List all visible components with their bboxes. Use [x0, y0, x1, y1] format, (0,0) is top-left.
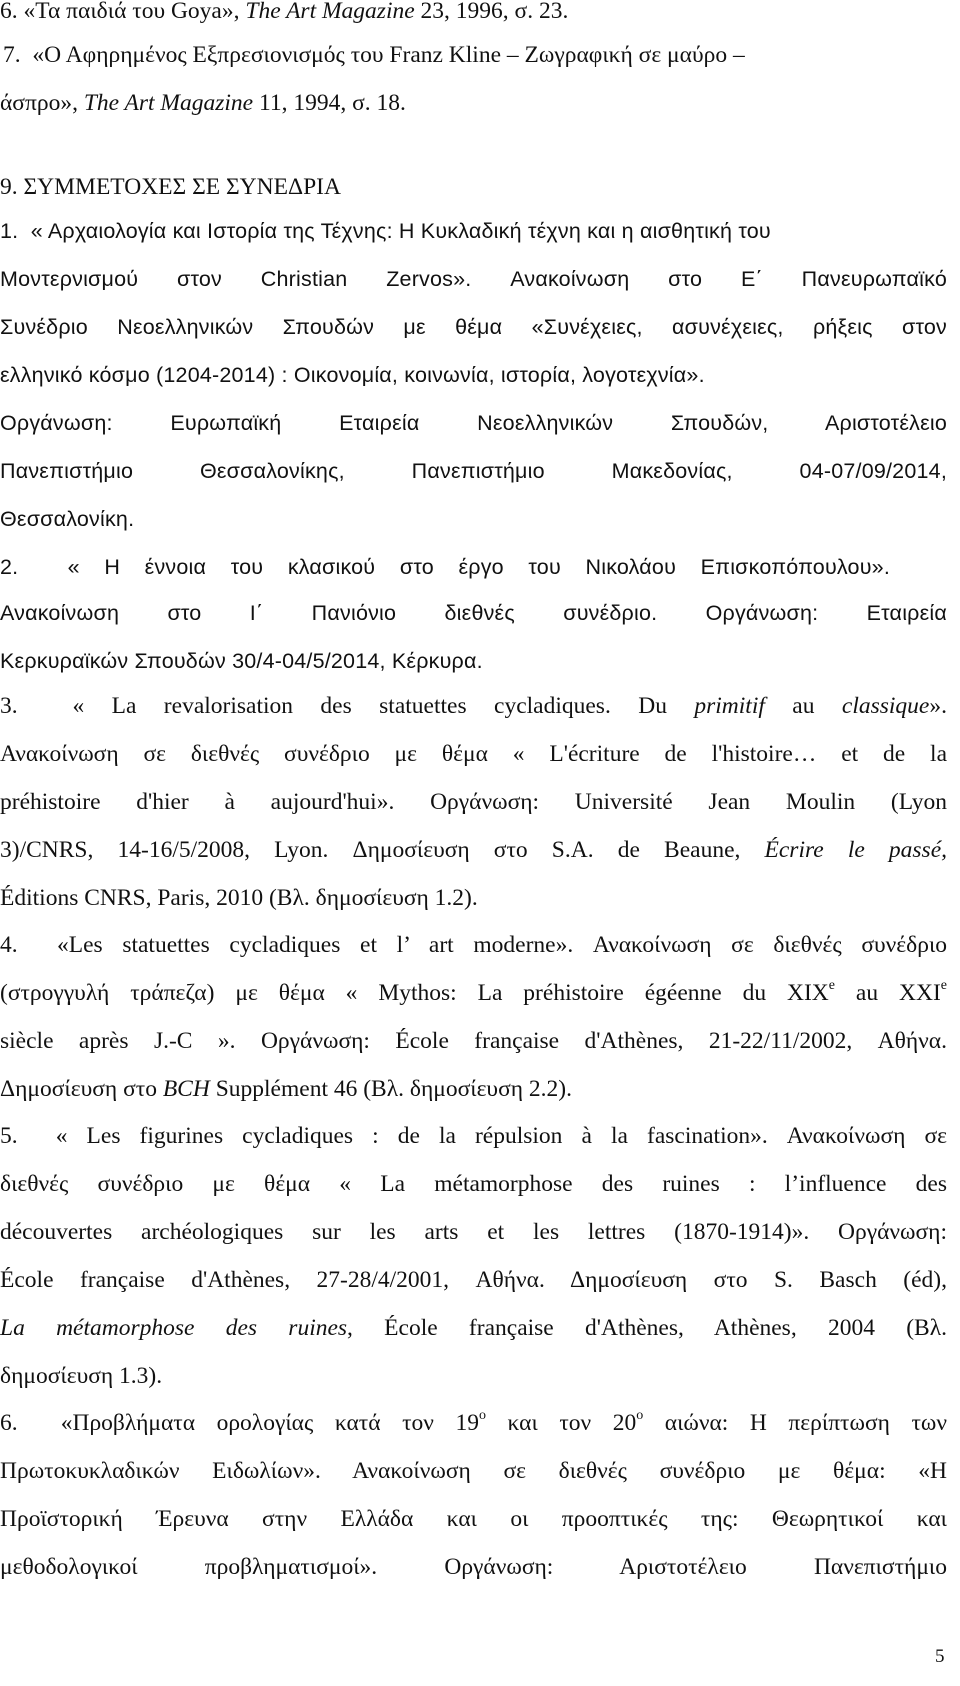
- entry-line: Δημοσίευση στο BCH Supplément 46 (Βλ. δημοσίευση 2.2).: [0, 1076, 572, 1102]
- prev-item-6: 6. «Τα παιδιά του Goya», The Art Magazine 23, 1996, σ. 23.: [0, 0, 569, 24]
- entry-line: Θεσσαλονίκη.: [0, 507, 135, 531]
- entry-line: ελληνικό κόσμο (1204-2014) : Οικονομία, κοινωνία, ιστορία, λογοτεχνία».: [0, 363, 705, 387]
- entry-line: 4. «Les statuettes cycladiques et l’ art moderne». Ανακοίνωση σε διεθνές συνέδριο: [0, 932, 948, 958]
- entry-line: 3)/CNRS, 14-16/5/2008, Lyon. Δημοσίευση στο S.A. de Beaune, Écrire le passé,: [0, 837, 948, 863]
- entry-line: Κερκυραϊκών Σπουδών 30/4-04/5/2014, Κέρκυρα.: [0, 649, 483, 673]
- section-heading: 9. ΣΥΜΜΕΤΟΧΕΣ ΣΕ ΣΥΝΕΔΡΙΑ: [0, 174, 341, 200]
- entry-line: 5. « Les figurines cycladiques : de la répulsion à la fascination». Ανακοίνωση σε: [0, 1123, 947, 1149]
- entry-line: 6. «Προβλήματα ορολογίας κατά τον $19^o$ και τον $20^o$ αιώνα: Η περίπτωση των: [0, 1408, 948, 1436]
- entry-line: siècle après J.-C ». Οργάνωση: École française d'Athènes, 21-22/11/2002, Αθήνα.: [0, 1028, 947, 1054]
- entry-line: Μοντερνισμού στον Christian Zervos». Ανακοίνωση στο Ε΄ Πανευρωπαϊκό: [0, 267, 947, 291]
- entry-line: préhistoire d'hier à aujourd'hui». Οργάνωση: Université Jean Moulin (Lyon: [0, 789, 947, 815]
- entry-line: Προϊστορική Έρευνα στην Ελλάδα και οι προοπτικές της: Θεωρητικοί και: [0, 1506, 947, 1532]
- entry-line: μεθοδολογικοί προβληματισμοί». Οργάνωση: Αριστοτέλειο Πανεπιστήμιο: [0, 1554, 947, 1580]
- entry-line: Συνέδριο Νεοελληνικών Σπουδών με θέμα «Συνέχειες, ασυνέχειες, ρήξεις στον: [0, 315, 947, 339]
- entry-line: Πανεπιστήμιο Θεσσαλονίκης, Πανεπιστήμιο Μακεδονίας, 04-07/09/2014,: [0, 459, 947, 483]
- entry-line: La métamorphose des ruines, École française d'Athènes, Athènes, 2004 (Βλ.: [0, 1315, 947, 1341]
- entry-line: 2. « Η έννοια του κλασικού στο έργο του Νικολάου Επισκοπόπουλου».: [0, 555, 890, 579]
- entry-line: 3. « La revalorisation des statuettes cycladiques. Du primitif au classique».: [0, 693, 947, 719]
- entry-line: Ανακοίνωση στο Ι΄ Πανιόνιο διεθνές συνέδριο. Οργάνωση: Εταιρεία: [0, 601, 947, 625]
- entry-line: (στρογγυλή τράπεζα) με θέμα « Mythos: La préhistoire égéenne du XIXe au XXIe: [0, 978, 947, 1006]
- prev-item-7-cont: άσπρο», The Art Magazine 11, 1994, σ. 18.: [0, 90, 406, 116]
- entry-line: Ανακοίνωση σε διεθνές συνέδριο με θέμα « L'écriture de l'histoire… et de la: [0, 741, 947, 767]
- entry-line: διεθνές συνέδριο με θέμα « La métamorphose des ruines : l’influence des: [0, 1171, 947, 1197]
- page-number: 5: [935, 1646, 945, 1667]
- entry-line: δημοσίευση 1.3).: [0, 1363, 163, 1389]
- entry-line: 1. « Αρχαιολογία και Ιστορία της Τέχνης: Η Κυκλαδική τέχνη και η αισθητική του: [0, 219, 771, 243]
- entry-line: École française d'Athènes, 27-28/4/2001, Αθήνα. Δημοσίευση στο S. Basch (éd),: [0, 1267, 947, 1293]
- entry-line: Éditions CNRS, Paris, 2010 (Βλ. δημοσίευση 1.2).: [0, 885, 478, 911]
- entry-line: découvertes archéologiques sur les arts et les lettres (1870-1914)». Οργάνωση:: [0, 1219, 947, 1245]
- entry-line: Οργάνωση: Ευρωπαϊκή Εταιρεία Νεοελληνικών Σπουδών, Αριστοτέλειο: [0, 411, 947, 435]
- prev-item-7: 7. «Ο Αφηρημένος Εξπρεσιονισμός του Franz Kline – Ζωγραφική σε μαύρο –: [3, 42, 745, 68]
- entry-line: Πρωτοκυκλαδικών Ειδωλίων». Ανακοίνωση σε διεθνές συνέδριο με θέμα: «Η: [0, 1458, 947, 1484]
